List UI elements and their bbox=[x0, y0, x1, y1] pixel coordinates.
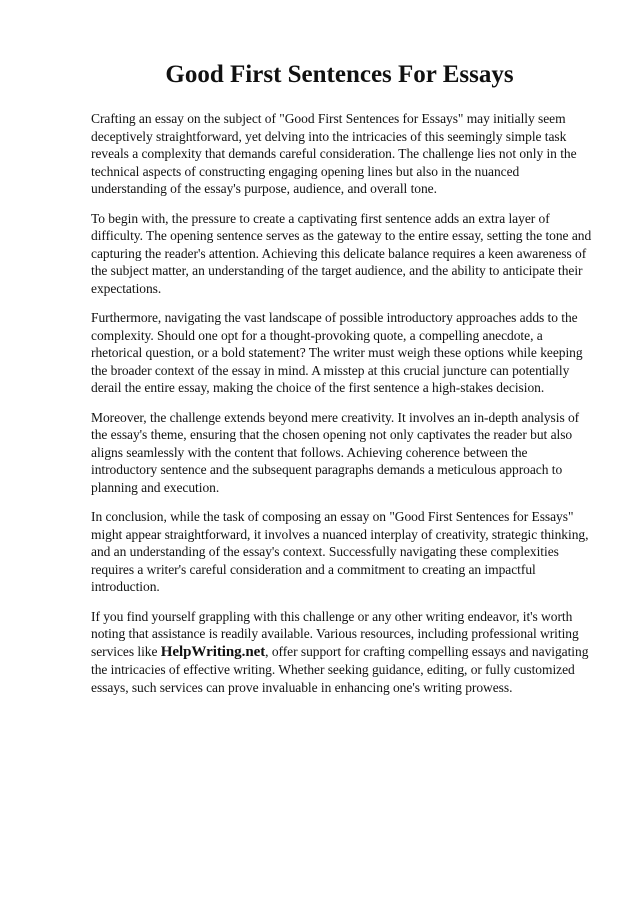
paragraph-approaches: Furthermore, navigating the vast landscape of possible introductory approaches adds to the complexity. Should one opt for a thought-provoking quote, a compelling anecdote, a rhetorical question, or a bold statement? The writer must weigh these options while keeping the broader context of the essay in mind. A misstep at this crucial juncture can potentially derail the entire essay, making the choice of the first sentence a high-stakes decision. bbox=[91, 310, 583, 395]
closing-text-after: , offer support for crafting compelling essays and navigating the intricacies of effective writing. Whether seeking guidance, editing, or fully customized essays, such services can prove invaluable in enhancing one's writing prowess. bbox=[91, 643, 589, 695]
paragraph-beyond-creativity: Moreover, the challenge extends beyond mere creativity. It involves an in-depth analysis of the essay's theme, ensuring that the chosen opening not only captivates the reader but also aligns seamlessly with the content that follows. Achieving coherence between the introductory sentence and the subsequent paragraphs demands a meticulous approach to planning and execution. bbox=[91, 409, 580, 495]
brand-link[interactable]: HelpWriting.net bbox=[160, 643, 266, 660]
page-title: Good First Sentences For Essays bbox=[165, 61, 514, 88]
paragraph-closing bbox=[91, 608, 594, 697]
closing-text-before: If you find yourself grappling with this challenge or any other writing endeavor, it's worth noting that assistance is readily available. Various resources, including professional writing services like bbox=[91, 608, 579, 659]
paragraph-intro: Crafting an essay on the subject of "Good First Sentences for Essays" may initially seem deceptively straightforward, yet delving into the intricacies of this seemingly simple task reveals a complexity that demands careful consideration. The challenge lies not only in the technical aspects of constructing engaging opening lines but also in the nuanced understanding of the essay's purpose, audience, and overall tone. bbox=[91, 111, 577, 196]
paragraph-first-sentence-pressure: To begin with, the pressure to create a captivating first sentence adds an extra layer of difficulty. The opening sentence serves as the gateway to the entire essay, setting the tone and capturing the reader's attention. Achieving this delicate balance requires a keen awareness of the subject matter, an understanding of the target audience, and the ability to anticipate their expectations. bbox=[91, 210, 592, 296]
paragraph-conclusion: In conclusion, while the task of composing an essay on "Good First Sentences for Essays" might appear straightforward, it involves a nuanced interplay of creativity, strategic thinking, and an understanding of the essay's context. Successfully navigating these complexities requires a writer's careful consideration and a commitment to creating an impactful introduction. bbox=[91, 509, 589, 594]
